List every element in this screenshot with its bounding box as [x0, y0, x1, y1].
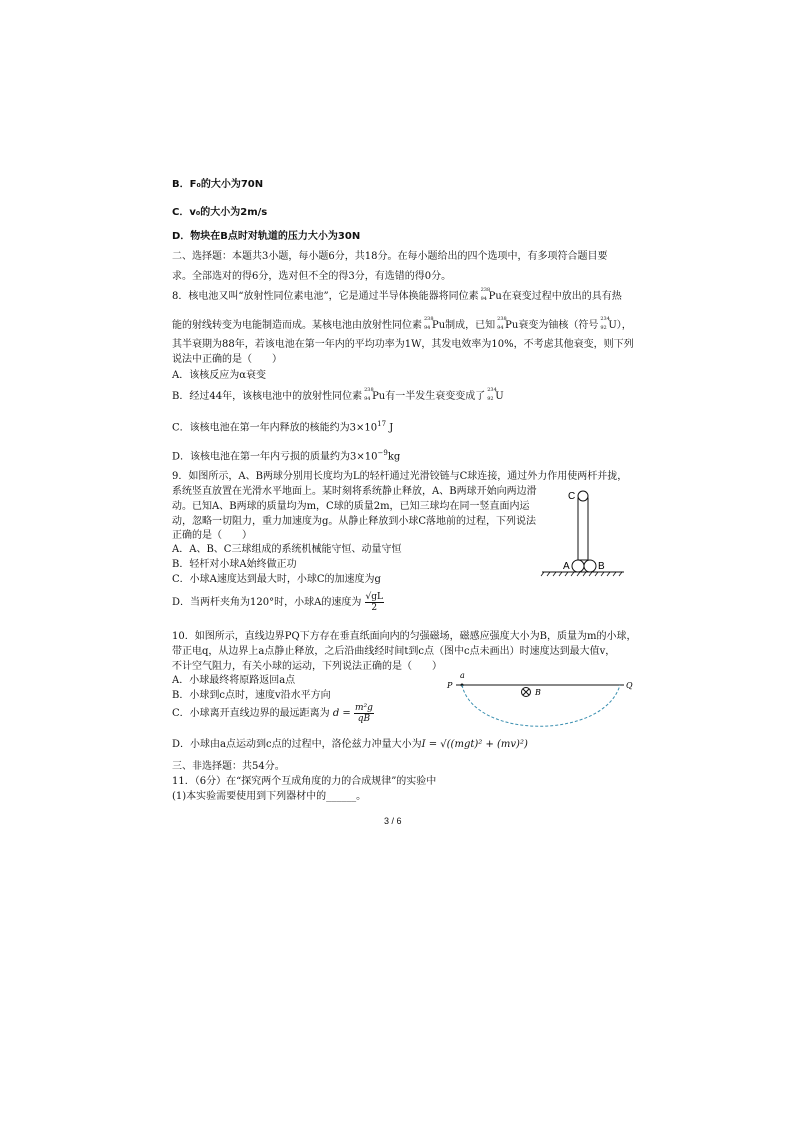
- q8-option-c: [172, 418, 393, 434]
- u-nuclide: [600, 318, 608, 330]
- pu-symbol: Pu: [488, 291, 502, 302]
- q8-option-b-text-a: B．经过44年，该核电池中的放射性同位素: [172, 391, 363, 402]
- figure-9-diagram: [538, 482, 628, 582]
- u-symbol-2: U: [495, 391, 504, 402]
- q8-option-a: A．该核反应为α衰变: [172, 370, 266, 381]
- q8-option-c-unit: J: [386, 422, 394, 434]
- u-nuclide-2: [487, 389, 495, 401]
- figure-10-label-a: a: [460, 671, 465, 680]
- figure-10-label-q: Q: [626, 681, 633, 690]
- u-charge-2: 92: [487, 396, 494, 402]
- option-7b: B．F₀的大小为70N: [172, 179, 264, 190]
- q10-distance-lhs: d =: [332, 708, 351, 719]
- q9-option-c: C．小球A速度达到最大时，小球C的加速度为g: [172, 574, 381, 585]
- q10-line1: 10．如图所示，直线边界PQ下方存在垂直纸面向内的匀强磁场，磁感应强度大小为B，质量为m的小球，: [172, 631, 637, 642]
- q9-speed-numerator: √gL: [365, 592, 383, 602]
- q10-option-b: B．小球到c点时，速度v沿水平方向: [172, 690, 331, 701]
- q8-option-c-exponent: 17: [377, 420, 387, 428]
- q8-line2-text-b: 制成，已知: [445, 320, 496, 331]
- section-2-heading-line1: 二、选择题：本题共3小题，每小题6分，共18分。在每小题给出的四个选项中，有多项符合题目要: [172, 251, 608, 262]
- q9-speed-denominator: 2: [371, 603, 378, 613]
- q8-line2: [172, 318, 632, 332]
- pu-nuclide-4: [364, 389, 372, 401]
- q9-line2: 系统竖直放置在光滑水平地面上。某时刻将系统静止释放，A、B两球开始向两边滑: [172, 486, 537, 497]
- q10-option-a: A．小球最终将原路返回a点: [172, 675, 296, 686]
- q8-line3: 其半衰期为88年，若该电池在第一年内的平均功率为1W，其发电效率为10%，不考虑其他衰变，则下列: [172, 339, 634, 350]
- q10-distance-numerator: m²g: [355, 703, 373, 713]
- q9-option-a: A．A、B、C三球组成的系统机械能守恒、动量守恒: [172, 544, 402, 555]
- q8-option-b: [172, 389, 504, 403]
- q8-option-d-exponent: −9: [377, 449, 388, 457]
- figure-10-field-cross: [523, 689, 529, 695]
- pu-nuclide-3: [497, 318, 505, 330]
- figure-9-ball-b: [584, 560, 596, 572]
- pu-mass-4: 238: [364, 387, 374, 393]
- figure-9-label-b: B: [598, 561, 605, 572]
- q8-line2-text-c: 衰变为铀核（符号: [518, 320, 599, 331]
- q8-line1-text-a: 8．核电池又叫“放射性同位素电池”，它是通过半导体换能器将同位素: [172, 291, 479, 302]
- q10-distance-fraction: [354, 703, 374, 724]
- q10-option-d-text: D．小球由a点运动到c点的过程中，洛伦兹力冲量大小为: [172, 739, 422, 750]
- pu-symbol-3: Pu: [505, 320, 519, 331]
- q8-option-d-text: D．该核电池在第一年内亏损的质量约为3×10: [172, 451, 378, 463]
- q8-line2-text-d: ），: [616, 320, 632, 331]
- pu-charge-4: 94: [364, 396, 371, 402]
- q8-line1-text-b: 在衰变过程中放出的具有热: [501, 291, 622, 302]
- q10-option-c: [172, 703, 374, 724]
- q9-option-b: B．轻杆对小球A始终做正功: [172, 559, 297, 570]
- pu-mass-2: 238: [424, 316, 434, 322]
- pu-mass: 238: [480, 287, 491, 293]
- q8-option-d: [172, 447, 400, 463]
- figure-9-ball-c: [578, 491, 588, 501]
- q8-line4: 说法中正确的是（ ）: [172, 354, 282, 365]
- pu-charge-3: 94: [497, 325, 504, 331]
- q8-option-c-text: C．该核电池在第一年内释放的核能约为3×10: [172, 422, 378, 434]
- q10-option-c-text: C．小球离开直线边界的最远距离为: [172, 708, 330, 719]
- figure-10-diagram: [444, 670, 634, 740]
- figure-9-ground-hatching: [541, 572, 622, 576]
- pu-nuclide: [481, 289, 489, 301]
- figure-9-rod: [578, 498, 588, 560]
- q8-line2-text-a: 能的射线转变为电能制造而成。某核电池由放射性同位素: [172, 320, 422, 331]
- q9-option-d-text: D．当两杆夹角为120°时，小球A的速度为: [172, 597, 362, 608]
- option-7c: C．v₀的大小为2m/s: [172, 207, 268, 218]
- section-3-heading: 三、非选择题：共54分。: [172, 761, 285, 772]
- figure-9-ball-a: [572, 560, 584, 572]
- q9-line4: 动，忽略一切阻力，重力加速度为g。从静止释放到小球C落地前的过程，下列说法: [172, 516, 537, 527]
- pu-charge: 94: [480, 296, 487, 302]
- pu-symbol-2: Pu: [432, 320, 446, 331]
- pu-symbol-4: Pu: [372, 391, 386, 402]
- q8-option-d-unit: kg: [387, 451, 401, 463]
- q8-line1: [172, 289, 622, 303]
- pu-nuclide-2: [424, 318, 432, 330]
- u-symbol: U: [608, 320, 617, 331]
- q9-line5: 正确的是（ ）: [172, 530, 252, 541]
- q9-line1: 9．如图所示，A、B两球分别用长度均为L的轻杆通过光滑铰链与C球连接，通过外力作用使两杆并拢，: [172, 471, 628, 482]
- figure-9-label-a: A: [563, 561, 570, 572]
- q9-speed-fraction: [365, 592, 384, 613]
- u-mass-2: 234: [487, 387, 497, 393]
- option-7d: D．物块在B点时对轨道的压力大小为30N: [172, 231, 361, 242]
- q10-line3: 不计空气阻力，有关小球的运动，下列说法正确的是（ ）: [172, 661, 442, 672]
- q10-line2: 带正电q，从边界上a点静止释放，之后沿曲线经时间t到c点（图中c点未画出）时速度达到最大值v，: [172, 646, 616, 657]
- pu-mass-3: 238: [497, 316, 507, 322]
- figure-10-trajectory: [462, 685, 620, 726]
- page-number: 3 / 6: [384, 816, 402, 826]
- q9-option-d: [172, 592, 384, 613]
- figure-10-label-b: B: [535, 688, 541, 697]
- q10-impulse-formula: I = √((mgt)² + (mv)²): [421, 739, 528, 750]
- figure-10-label-p: P: [447, 681, 453, 690]
- q8-option-b-text-b: 有一半发生衰变变成了: [385, 391, 486, 402]
- u-charge: 92: [600, 325, 607, 331]
- q10-distance-denominator: qB: [357, 714, 371, 724]
- u-mass: 234: [600, 316, 610, 322]
- section-2-heading-line2: 求。全部选对的得6分，选对但不全的得3分，有选错的得0分。: [172, 271, 452, 282]
- q11-line2: (1)本实验需要使用到下列器材中的______。: [172, 791, 367, 802]
- figure-9-label-c: C: [568, 491, 576, 502]
- pu-charge-2: 94: [424, 325, 431, 331]
- q11-line1: 11．（6分）在“探究两个互成角度的力的合成规律”的实验中: [172, 776, 437, 787]
- q9-line3: 动。已知A、B两球的质量均为m，C球的质量2m，已知三球均在同一竖直面内运: [172, 501, 530, 512]
